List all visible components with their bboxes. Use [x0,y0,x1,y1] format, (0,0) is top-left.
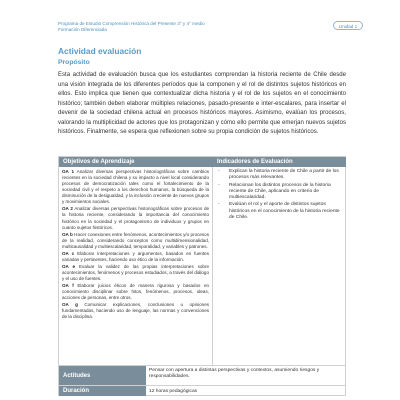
indicator-text: Relacionan los distintos procesos de la historia reciente de Chile, aplicando en criterio de multiescalaridad. [229,182,331,201]
indicator-bullet: - [218,169,220,174]
unit-badge: Unidad 1 [333,21,363,30]
indicators-column [213,167,346,365]
objective-code: OA b [62,231,73,237]
indicator-item [217,183,343,202]
objective-code: OA g [62,301,78,307]
program-line-1: Programa de Estudio Comprensión Histórica del Presente 3° y 4° medio [58,21,205,26]
objectives-column [59,167,213,365]
indicator-bullet: - [218,202,220,208]
page-title: Actividad evaluación [58,46,142,56]
duration-label: Duración [59,386,146,396]
indicators-header: Indicadores de Evaluación [213,157,346,167]
objective-item [62,232,209,250]
objective-item [62,169,209,206]
objective-code: OA c [62,250,75,256]
program-line-2: Formación Diferenciada [58,27,107,32]
indicator-text: Evalúan el rol y el aporte de distintos sujetos históricos en el conocimiento de la historia reciente de Chile. [229,202,340,221]
evaluation-table [58,156,346,396]
objective-item [62,283,209,301]
objectives-header: Objetivos de Aprendizaje [59,157,213,167]
objective-text: Elaborar interpretaciones y argumentos, basados en fuentes variadas y pertinentes, haciendo uso ético de la información. [62,250,209,262]
duration-value: 12 horas pedagógicas [149,388,198,394]
section-subtitle: Propósito [58,59,90,66]
attitudes-value: Pensar con apertura a distintas perspectivas y contextos, asumiendo riesgos y responsabilidades. [149,367,320,379]
objective-code: OA 2 [62,206,73,212]
objective-item [62,251,209,263]
intro-paragraph: Esta actividad de evaluación busca que los estudiantes comprendan la historia reciente de Chile desde una visión integrada de los diferentes períodos que la componen y el rol de distintos sujetos históricos en ellos. Esto implica que tienen que contextualizar dicha historia y el rol de los sujetos en el conocimiento histórico; también deben elaborar múltiples relaciones, pasado-presente e inter-escalares, para insertar el devenir de la sociedad chilena actual en procesos históricos mayores. Asimismo, evalúan los procesos, valorando la multiplicidad de actores que los protagonizan y cómo ello permite que emerjan nuevos sujetos históricos. Finalmente, se espera que reflexionen sobre su propia condición de sujetos históricos. [58,72,346,135]
objective-text: Hacer conexiones entre fenómenos, acontecimientos y/o procesos de la realidad, considerando conceptos como multidimensionalidad, multicausalidad y multiescalaridad, temporalidad, y variables y patrones. [62,231,209,249]
objective-code: OA f [62,282,74,288]
objective-text: Evaluar la validez de las propias interpretaciones sobre acontecimientos, fenómenos y procesos estudiados, a través del diálogo y el uso de fuentes. [62,263,209,281]
duration-row [59,385,346,396]
objective-code: OA 1 [62,169,75,174]
program-name [58,21,205,33]
attitudes-row [59,365,346,385]
indicator-text: Explican la historia reciente de Chile a partir de los procesos más relevantes. [229,169,339,181]
objective-item [62,206,209,230]
objective-text: Analizar diversas perspectivas historiográficas sobre procesos de la historia reciente, considerando la importancia del conocimiento histórico en la sociedad y el protagonismo de individuos y grupos en cuanto sujetos históricos. [62,206,210,230]
indicator-item [217,169,343,182]
objective-text: Analizar diversas perspectivas historiográficas sobre cambios recientes en la sociedad chilena y su impacto a nivel local considerando procesos de democratización tales como el fortalecimiento de la sociedad civil y el respeto a los derechos humanos, la búsqueda de la disminución de la desigualdad, y la inclusión creciente de nuevos grupos y movimientos sociales. [62,169,209,205]
objective-item [62,264,209,282]
attitudes-label: Actitudes [59,366,146,385]
page-header [0,0,400,44]
objective-item [62,302,209,320]
objective-code: OA e [62,263,76,269]
objective-text: Comunicar explicaciones, conclusiones u opiniones fundamentadas, haciendo uso de lenguaje, las normas y convenciones de la disciplina. [62,301,209,319]
indicator-bullet: - [218,182,220,188]
indicator-item [217,202,343,221]
objective-text: Elaborar juicios éticos de manera rigurosa y basados en conocimiento disciplinar sobre hitos, fenómenos, procesos, ideas, acciones de personas, entre otros. [62,282,210,300]
